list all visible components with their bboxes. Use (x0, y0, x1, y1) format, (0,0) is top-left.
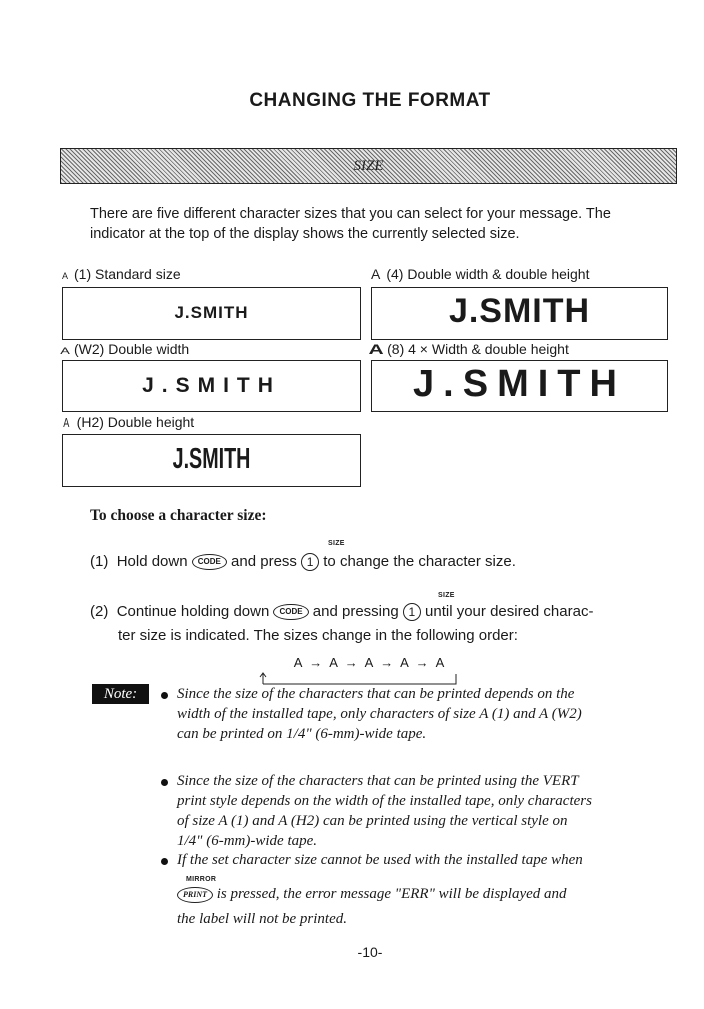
step2-text-a: Continue holding down (116, 603, 270, 620)
intro-paragraph: There are five different character sizes that you can select for your message. The indicator at the top of the display shows the currently selected size. (90, 206, 611, 242)
code-key-icon: CODE (273, 604, 308, 620)
bullet-3-icon (161, 858, 168, 865)
note-3-line-3: the label will not be printed. (177, 911, 347, 927)
step-1 (90, 553, 516, 571)
step2-number: (2) (90, 603, 109, 620)
size-w2-sample-box (62, 360, 361, 412)
page-number: -10- (357, 944, 383, 960)
size-8-sample: J.SMITH (413, 363, 626, 405)
step2-text-b: and pressing (312, 603, 399, 620)
size-4-sample: J.SMITH (448, 292, 591, 330)
size-4-label: (4) Double width & double height (386, 266, 590, 282)
note-2 (177, 771, 655, 851)
note-2-line-3: of size A (1) and A (H2) can be printed using the vertical style on (177, 813, 568, 829)
size-8-sample-box (371, 360, 668, 412)
size-1-sample-box (62, 287, 361, 340)
size-1-glyph: A (62, 271, 69, 281)
bullet-2-icon (161, 779, 168, 786)
note-1 (177, 684, 655, 744)
step2-size-caption: SIZE (438, 592, 455, 599)
size-1-sample: J.SMITH (174, 303, 249, 322)
banner-label: SIZE (353, 157, 384, 174)
step1-text-b: and press (231, 553, 297, 570)
note-badge: Note: (92, 684, 149, 704)
size-h2-label-row (62, 414, 194, 430)
size-h2-sample-box (62, 434, 361, 487)
size-4-label-row (371, 266, 589, 282)
size-w2-label: (W2) Double width (74, 341, 190, 357)
note-3-line-1: If the set character size cannot be used with the installed tape when (177, 852, 583, 868)
size-h2-sample: J.SMITH (172, 443, 251, 475)
bullet-1-icon (161, 692, 168, 699)
step1-number: (1) (90, 553, 109, 570)
step2-line2: ter size is indicated. The sizes change in the following order: (118, 627, 518, 644)
note-2-line-1: Since the size of the characters that can be printed using the VERT (177, 773, 579, 789)
size-sequence: A → A → A → A → A (293, 655, 447, 670)
step1-text-c: to change the character size. (323, 553, 516, 570)
size-4-sample-box (371, 287, 668, 340)
size-w2-glyph: A (60, 346, 70, 356)
note-2-line-2: print style depends on the width of the installed tape, only characters (177, 793, 592, 809)
size-4-glyph: A (371, 266, 381, 282)
note-1-line-2: width of the installed tape, only characters of size A (1) and A (W2) (177, 706, 582, 722)
note-3-line-2: is pressed, the error message "ERR" will be displayed and (216, 886, 567, 902)
step2-text-c: until your desired charac- (425, 603, 594, 620)
one-key-icon: 1 (403, 603, 421, 621)
note-3-line-2-row (177, 884, 657, 904)
note-3 (177, 850, 655, 870)
size-1-label: (1) Standard size (74, 266, 181, 282)
size-h2-glyph: A (63, 415, 70, 430)
step1-text-a: Hold down (116, 553, 188, 570)
size-w2-label-row (62, 341, 189, 357)
size-w2-sample: J.SMITH (142, 374, 281, 397)
page-title: CHANGING THE FORMAT (249, 90, 491, 111)
print-key-icon: PRINT (177, 887, 213, 903)
size-1-label-row (62, 266, 181, 282)
step-2 (90, 603, 593, 621)
mirror-caption: MIRROR (186, 876, 217, 883)
size-8-label: (8) 4 × Width & double height (387, 341, 569, 357)
one-key-icon: 1 (301, 553, 319, 571)
choose-size-heading: To choose a character size: (90, 507, 267, 524)
note-2-line-4: 1/4" (6-mm)-wide tape. (177, 833, 318, 849)
note-1-line-1: Since the size of the characters that can be printed depends on the (177, 686, 575, 702)
size-8-glyph: A (368, 341, 384, 357)
size-8-label-row (368, 341, 569, 357)
section-banner (60, 148, 677, 184)
size-h2-label: (H2) Double height (76, 414, 195, 430)
step1-size-caption: SIZE (328, 540, 345, 547)
note-1-line-3: can be printed on 1/4" (6-mm)-wide tape. (177, 726, 427, 742)
code-key-icon: CODE (192, 554, 227, 570)
